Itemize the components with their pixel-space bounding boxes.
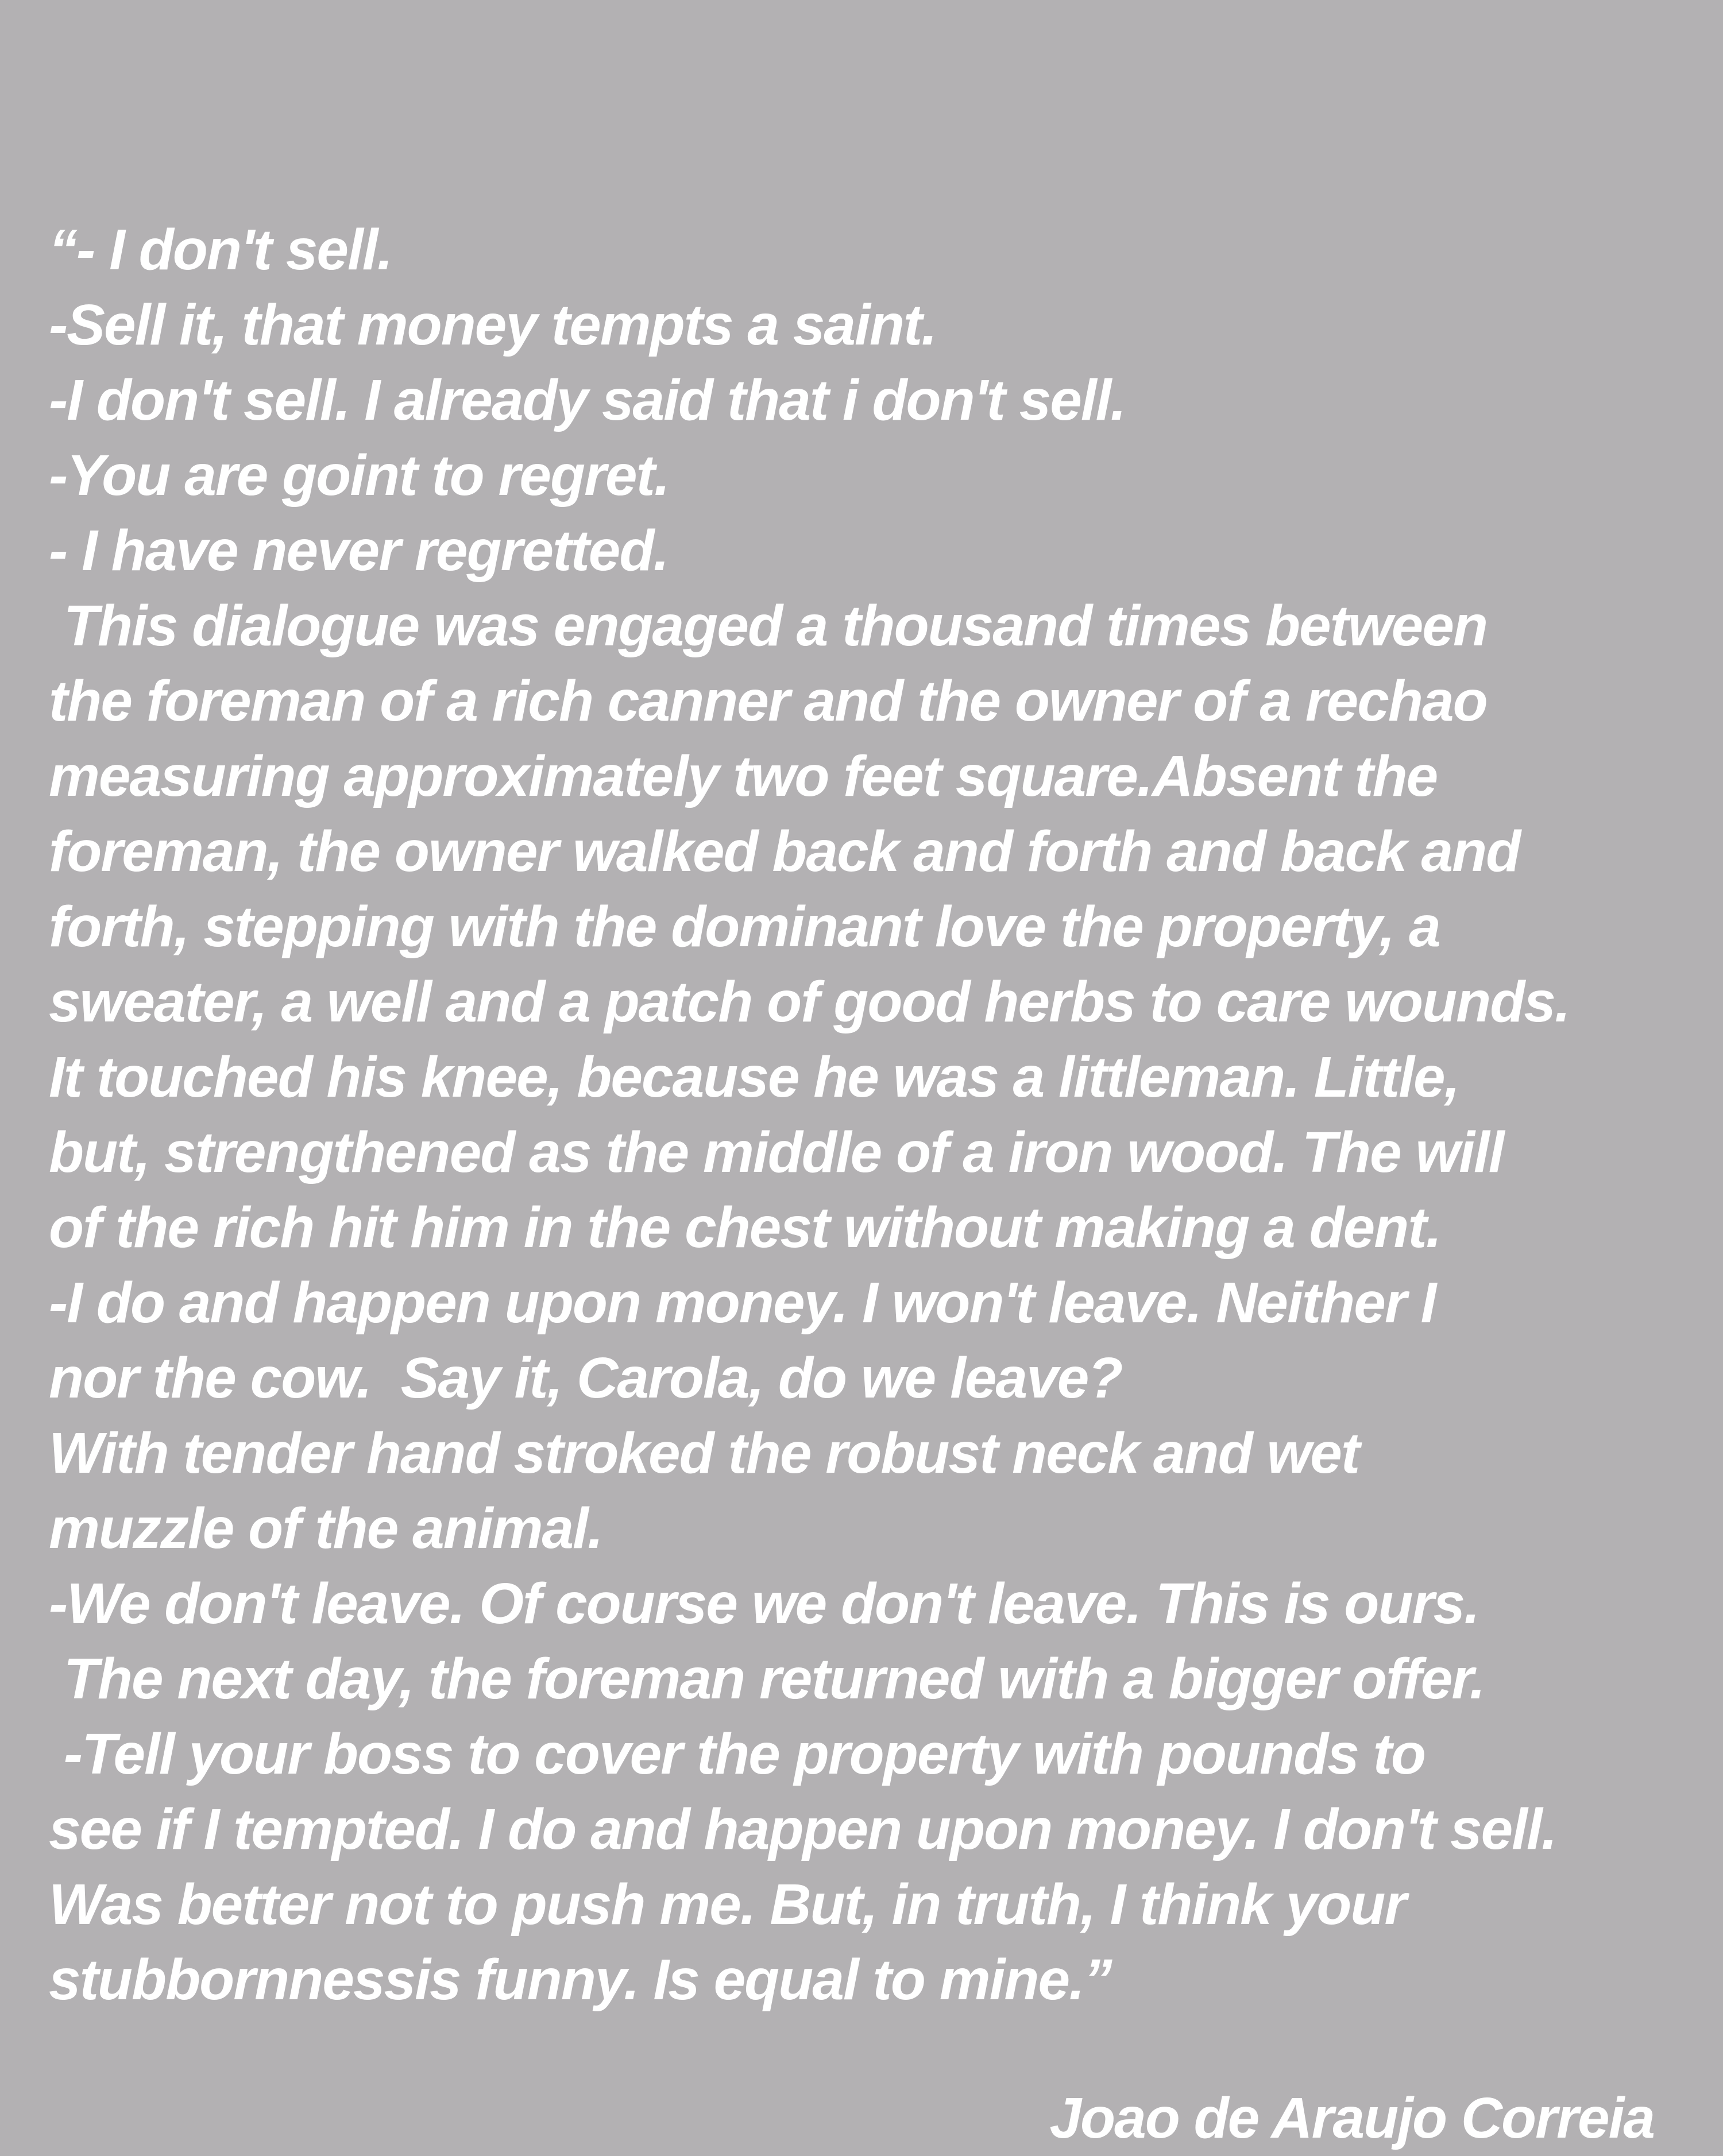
quote-line: -You are goint to regret. <box>49 443 669 508</box>
quote-text <box>49 212 1677 2018</box>
quote-line: foreman, the owner walked back and forth and back and <box>49 819 1520 884</box>
quote-line: “- I don't sell. <box>49 218 392 282</box>
quote-line: It touched his knee, because he was a littleman. Little, <box>49 1045 1459 1109</box>
quote-attribution: Joao de Araujo Correia <box>1049 2086 1654 2150</box>
quote-line: sweater, a well and a patch of good herbs to care wounds. <box>49 970 1570 1034</box>
quote-line: The next day, the foreman returned with a bigger offer. <box>49 1647 1485 1711</box>
quote-line: -I don't sell. I already said that i don't sell. <box>49 368 1126 432</box>
quote-line: With tender hand stroked the robust neck and wet <box>49 1421 1359 1485</box>
quote-line: -We don't leave. Of course we don't leave. This is ours. <box>49 1571 1479 1636</box>
quote-line: but, strengthened as the middle of a iron wood. The will <box>49 1120 1504 1185</box>
quote-line: the foreman of a rich canner and the owner of a rechao <box>49 669 1487 733</box>
quote-line: forth, stepping with the dominant love the property, a <box>49 895 1440 959</box>
quote-line: of the rich hit him in the chest without making a dent. <box>49 1195 1441 1260</box>
quote-line: -Tell your boss to cover the property with pounds to <box>49 1722 1425 1786</box>
quote-line: Was better not to push me. But, in truth, I think your <box>49 1872 1406 1937</box>
quote-line: - I have never regretted. <box>49 518 669 583</box>
quote-line: muzzle of the animal. <box>49 1496 602 1561</box>
quote-line: stubbornnessis funny. Is equal to mine.” <box>49 1948 1111 2012</box>
quote-line: nor the cow. Say it, Carola, do we leave? <box>49 1346 1122 1410</box>
quote-line: This dialogue was engaged a thousand times between <box>49 594 1488 658</box>
quote-line: measuring approximately two feet square.Absent the <box>49 744 1438 808</box>
quote-line: -Sell it, that money tempts a saint. <box>49 293 936 357</box>
quote-line: -I do and happen upon money. I won't leave. Neither I <box>49 1271 1436 1335</box>
quote-line: see if I tempted. I do and happen upon money. I don't sell. <box>49 1797 1556 1861</box>
